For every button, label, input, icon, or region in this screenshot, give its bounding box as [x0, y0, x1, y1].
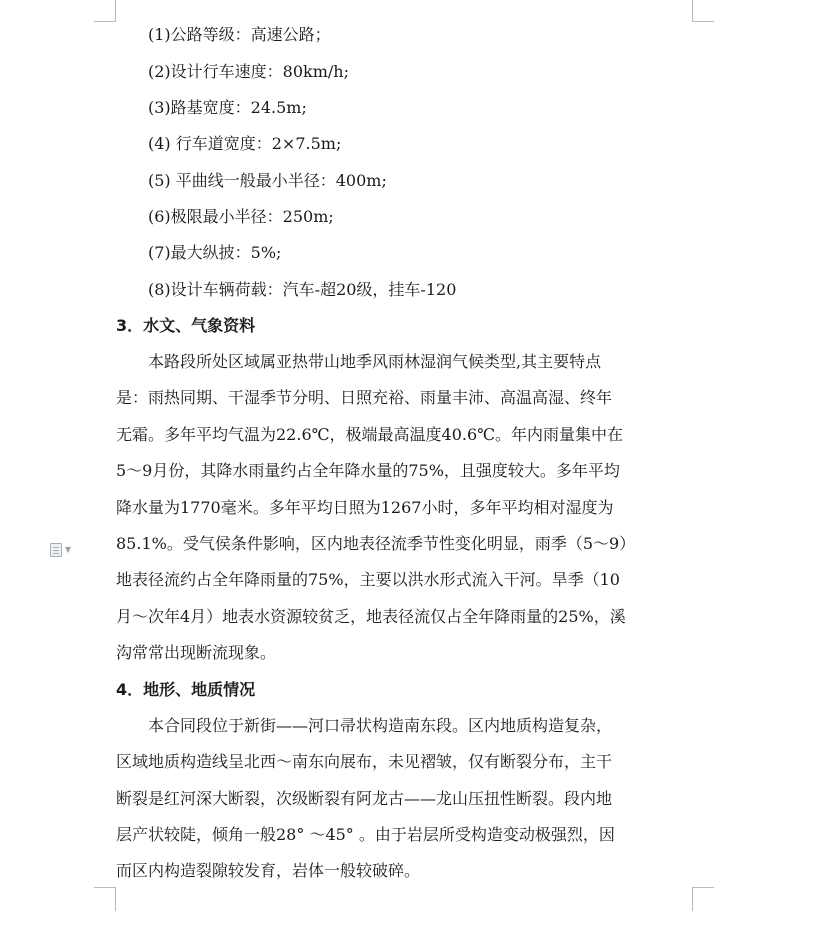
spec-item: (2)设计行车速度：80km/h;: [148, 62, 349, 81]
paragraph-line: 本合同段位于新街——河口帚状构造南东段。区内地质构造复杂，: [148, 716, 613, 735]
paragraph-line: 区域地质构造线呈北西～南东向展布，未见褶皱，仅有断裂分布，主干: [116, 752, 613, 771]
paragraph-line: 5～9月份，其降水雨量约占全年降水量的75%，且强度较大。多年平均: [116, 461, 620, 480]
spec-item: (5) 平曲线一般最小半径：400m;: [148, 171, 387, 190]
paragraph-line: 断裂是红河深大断裂，次级断裂有阿龙古——龙山压扭性断裂。段内地: [116, 789, 613, 808]
crop-mark-top-left-vertical: [115, 0, 116, 22]
paragraph-line: 是：雨热同期、干湿季节分明、日照充裕、雨量丰沛、高温高湿、终年: [116, 388, 613, 407]
spec-item: (8)设计车辆荷载：汽车-超20级，挂车-120: [148, 280, 457, 299]
paragraph-line: 月～次年4月）地表水资源较贫乏，地表径流仅占全年降雨量的25%，溪: [116, 607, 626, 626]
section-heading-geology: 4．地形、地质情况: [116, 680, 256, 699]
paragraph-line: 本路段所处区域属亚热带山地季风雨林湿润气候类型,其主要特点: [148, 352, 602, 371]
paragraph-line: 降水量为1770毫米。多年平均日照为1267小时，多年平均相对湿度为: [116, 498, 614, 517]
crop-mark-bottom-right-vertical: [692, 887, 693, 911]
spec-item: (3)路基宽度：24.5m;: [148, 98, 307, 117]
spec-item: (1)公路等级：高速公路；: [148, 25, 331, 44]
paragraph-line: 沟常常出现断流现象。: [116, 643, 277, 662]
paragraph-line: 而区内构造裂隙较发育，岩体一般较破碎。: [116, 861, 421, 880]
crop-mark-bottom-right-horizontal: [692, 887, 714, 888]
spec-item: (7)最大纵披：5%;: [148, 243, 282, 262]
paragraph-line: 85.1%。受气侯条件影响，区内地表径流季节性变化明显，雨季（5～9）: [116, 534, 636, 553]
paragraph-line: 地表径流约占全年降雨量的75%，主要以洪水形式流入干河。旱季（10: [116, 570, 620, 589]
spec-item: (4) 行车道宽度：2×7.5m;: [148, 134, 342, 153]
paragraph-line: 层产状较陡，倾角一般28° ～45° 。由于岩层所受构造变动极强烈，因: [116, 825, 615, 844]
paragraph-line: 无霜。多年平均气温为22.6℃，极端最高温度40.6℃。年内雨量集中在: [116, 425, 624, 444]
chevron-down-icon: ▼: [65, 544, 72, 554]
crop-mark-top-right-horizontal: [692, 21, 714, 22]
paragraph-layout-icon[interactable]: [50, 541, 80, 557]
crop-mark-bottom-left-vertical: [115, 887, 116, 911]
crop-mark-top-right-vertical: [692, 0, 693, 22]
crop-mark-bottom-left-horizontal: [94, 887, 116, 888]
crop-mark-top-left-horizontal: [94, 21, 116, 22]
section-heading-hydrology: 3．水文、气象资料: [116, 316, 256, 335]
spec-item: (6)极限最小半径：250m;: [148, 207, 334, 226]
document-icon: [50, 543, 62, 557]
